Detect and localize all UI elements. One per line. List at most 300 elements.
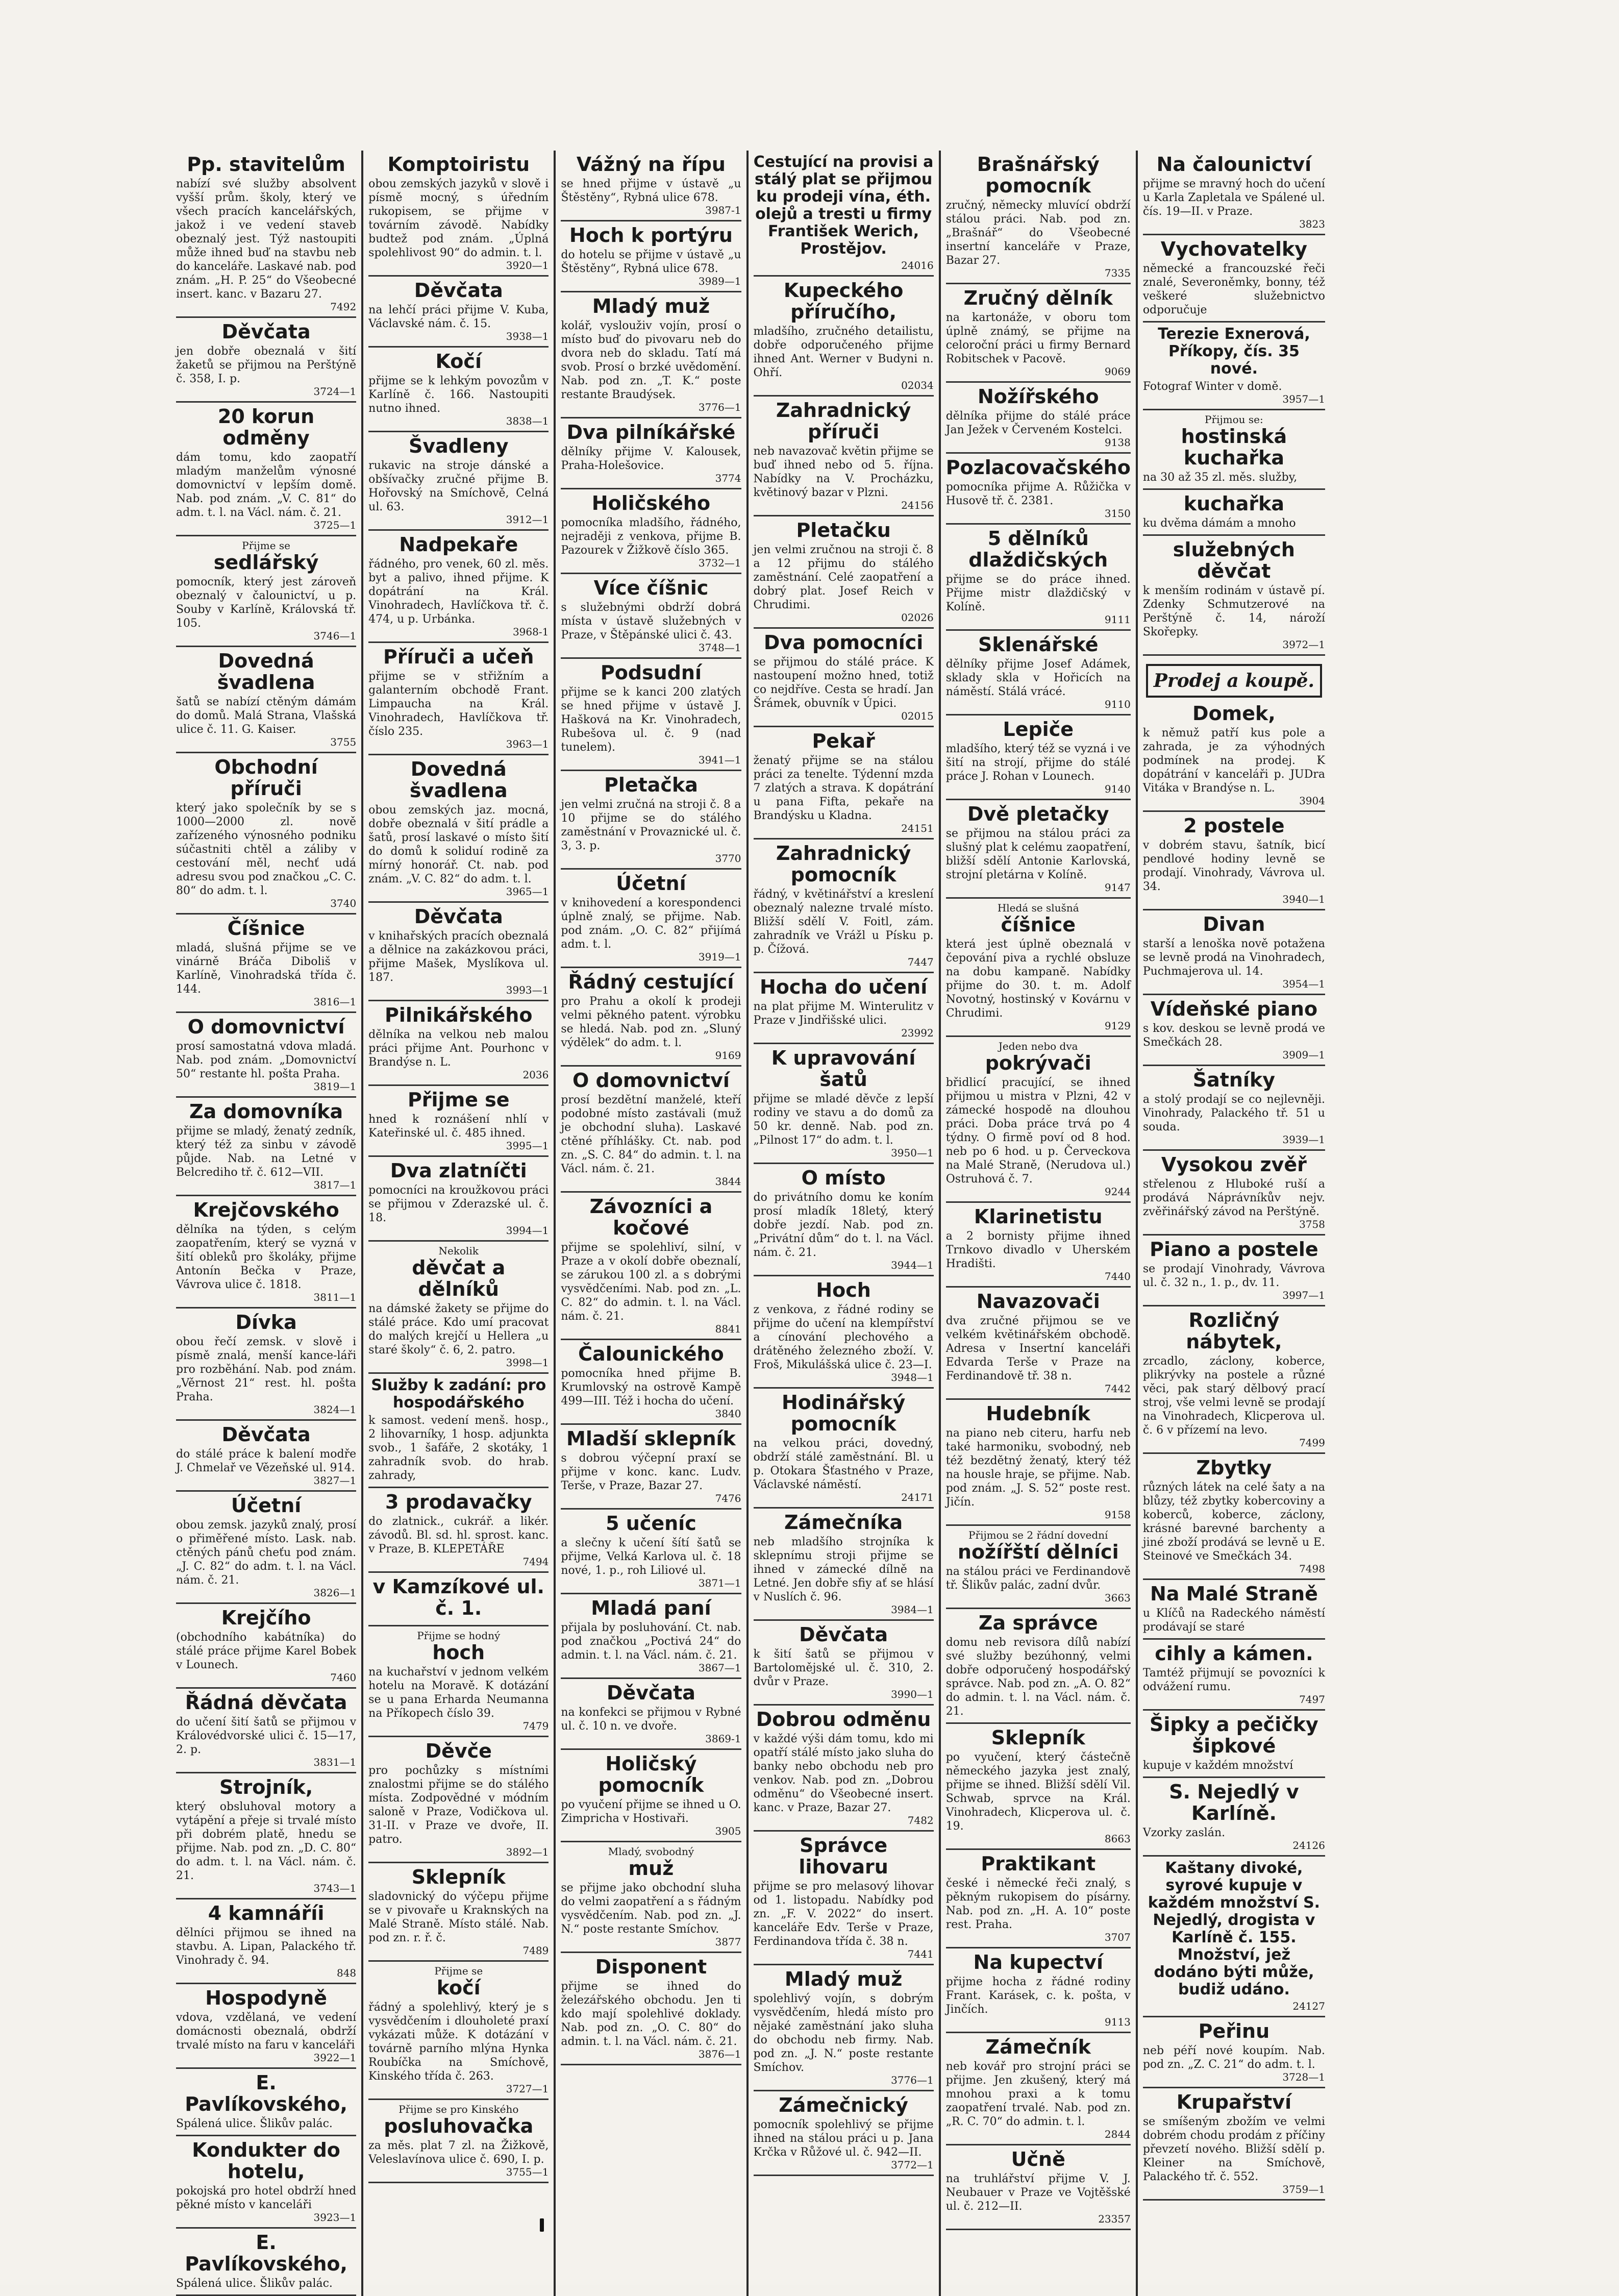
- classified-ad: [368, 2100, 549, 2183]
- ad-title: Dva pomocníci: [763, 631, 924, 654]
- ad-body: dělníka na týden, s celým zaopatřením, který se vyzná v šití obleků pro školáky, přijme Antonín Bečka v Praze, Vávrova ulice č. 1818.: [176, 1223, 357, 1291]
- ad-body: do stálé práce k balení modře J. Chmelař ve Vězeňské ul. 914.: [176, 1448, 357, 1474]
- ad-lead: Přijme se pro Kinského: [398, 2103, 519, 2115]
- ad-body: v knihařských pracích obeznalá a dělnice na zakázkovou práci, přijme Mašek, Myslíkova ul. 187.: [368, 930, 549, 984]
- ad-body: přijme se k lehkým povozům v Karlíně č. 166. Nastoupiti nutno ihned.: [368, 375, 549, 415]
- ad-number: 3920—1: [506, 259, 549, 271]
- classified-ad: [1143, 1711, 1325, 1778]
- classified-ad: [176, 915, 356, 1013]
- ad-number: 3968-1: [512, 626, 549, 638]
- ad-title: Krejčovského: [193, 1199, 339, 1221]
- ad-body: u Klíčů na Radeckého náměstí prodávají se staré: [1142, 1607, 1325, 1634]
- ad-body: obou zemských jaz. mocná, dobře obeznalá v šití prádle a šatů, prosí laskavé o místo šití do domů k soliduí rodině za mírný honorář. Ct. nab. pod znám. „V. C. 82“ do adm. t. l.: [368, 804, 549, 885]
- ad-number: 3732—1: [698, 557, 741, 569]
- classified-ad: [1143, 2017, 1325, 2088]
- classified-ad: [561, 1340, 741, 1425]
- ad-number: 2036: [522, 1069, 549, 1081]
- classified-ad: [561, 968, 741, 1067]
- ad-number: 3998—1: [506, 1356, 549, 1369]
- ad-title: Účetní: [231, 1494, 302, 1517]
- column-1: [171, 151, 363, 2296]
- ad-body: po vyučení přijme se ihned u O. Zimpricha v Hostivaři.: [561, 1798, 741, 1825]
- ad-title: Strojník,: [219, 1776, 313, 1798]
- classified-ad: [1143, 1580, 1325, 1640]
- classified-ad: [754, 1965, 934, 2091]
- classified-ad: [561, 221, 741, 292]
- ad-body: pomocníci na kroužkovou práci se přijmou v Zderazské ul. č. 18.: [368, 1184, 549, 1224]
- ad-body: k menším rodinám v ústavě pí. Zdenky Schmutzerové na Perštýně č. 14, nároží Skořepky.: [1142, 584, 1325, 638]
- classified-ad: [176, 1984, 356, 2069]
- ad-number: 9069: [1104, 365, 1131, 378]
- classified-ad: [754, 516, 934, 629]
- ad-title: Zahradnický pomocník: [776, 842, 911, 886]
- ad-number: 7335: [1104, 267, 1131, 279]
- classified-ad: [561, 1750, 741, 1842]
- ad-number: 24127: [1292, 2000, 1325, 2012]
- ad-title: Komptoiristu: [387, 153, 530, 176]
- ad-title: Disponent: [595, 1956, 707, 1978]
- ad-title: 2 postele: [1183, 814, 1285, 837]
- classified-ad: [176, 1013, 356, 1098]
- column-2: [363, 151, 556, 2296]
- ad-number: 3746—1: [313, 630, 357, 642]
- ad-title: Pp. stavitelům: [187, 153, 345, 176]
- ad-title: Nadpekaře: [399, 533, 518, 556]
- ad-number: 7441: [907, 1948, 934, 1960]
- ad-number: 24156: [901, 499, 934, 511]
- classified-ad: [368, 531, 549, 643]
- ad-body: na stálou práci ve Ferdinandově tř. Šlikův palác, zadní dvůr.: [945, 1565, 1131, 1592]
- ad-number: 848: [336, 1967, 357, 1979]
- ad-number: 3922—1: [313, 2052, 357, 2064]
- ad-title: Holičského: [591, 492, 711, 514]
- ad-body: šatů se nabízí ctěným dámám do domů. Malá Strana, Vlašská ulice č. 11. G. Kaiser.: [176, 696, 357, 736]
- classified-ad: [754, 277, 934, 397]
- classified-ad: [946, 1526, 1131, 1609]
- classified-ad: [754, 1706, 934, 1832]
- ad-title: Přijme se: [407, 1089, 510, 1111]
- ad-body: který jako společník by se s 1000—2000 zl. nově zařízeného výnosného podniku súčastniti chtěl a záliby v cestování měl, nechť udá adresu svou pod značkou „C. C. 80“ do adm. t. l.: [176, 802, 357, 897]
- ad-title: Domek,: [1192, 702, 1276, 725]
- ad-number: 3877: [715, 1936, 741, 1948]
- ad-body: a stolý prodají se co nejlevněji. Vinohrady, Palackého tř. 51 u souda.: [1142, 1093, 1325, 1133]
- classified-ad: [176, 318, 356, 403]
- ad-body: neb kovář pro strojní práci se přijme. Jen zkušený, který má mnohou praxi a k tomu zaopatření trvalé. Nab. pod zn. „R. C. 70“ do admin. t. l.: [945, 2060, 1131, 2128]
- classified-ad: [368, 643, 549, 755]
- ad-number: 3776—1: [698, 401, 741, 413]
- ad-body: k šití šatů se přijmou v Bartolomějské ul. č. 310, 2. dvůr v Praze.: [753, 1648, 934, 1688]
- classified-ad: [176, 1421, 356, 1492]
- ad-title: Lepiče: [1003, 718, 1074, 740]
- column-4: [749, 151, 941, 2296]
- ad-number: 3948—1: [891, 1371, 934, 1384]
- ad-number: 8663: [1104, 1833, 1131, 1845]
- classified-ad: [946, 899, 1131, 1037]
- classified-ad: [561, 1953, 741, 2065]
- classified-ad: [368, 903, 549, 1001]
- ad-number: 3944—1: [891, 1259, 934, 1271]
- ad-body: jen velmi zručnou na stroji č. 8 a 12 přijmu do stálého zaměstnání. Celé zaopatření a dobrý plat. Josef Reich v Chrudimi.: [753, 544, 934, 611]
- ad-number: 24171: [901, 1491, 934, 1503]
- ad-number: 3995—1: [506, 1140, 549, 1152]
- classified-ad: [754, 727, 934, 840]
- ad-body: české i německé řeči znalý, s pěkným rukopisem do písárny. Nab. pod zn. „H. A. 10“ poste rest. Praha.: [945, 1877, 1131, 1931]
- ad-title: Vídeňské piano: [1150, 998, 1318, 1020]
- ad-body: rukavic na stroje dánské a obšívačky zručné přijme B. Hořovský na Smíchově, Celná ul. 63.: [368, 459, 549, 513]
- ad-body: (obchodního kabátníka) do stálé práce přijme Karel Bobek v Lounech.: [176, 1631, 357, 1671]
- ad-title: Dvě pletačky: [967, 803, 1109, 825]
- classified-ad: [946, 383, 1131, 454]
- ad-body: přijme se k kanci 200 zlatých se hned přijme v ústavě J. Hašková na Kr. Vinohradech, Rubešova ul. č. 9 (nad tunelem).: [561, 686, 741, 754]
- ad-body: přijme se mladé děvče z lepší rodiny ve stavu a do domů za 50 kr. denně. Nab. pod zn. „Pilnost 17“ do adm. t. l.: [753, 1093, 934, 1147]
- ad-title: nožířští dělníci: [957, 1541, 1119, 1563]
- ad-title: Kupeckého příručího,: [783, 279, 904, 323]
- ad-number: 3892—1: [506, 1846, 549, 1858]
- ad-number: 3919—1: [698, 951, 741, 963]
- ad-body: ženatý přijme se na stálou práci za tenelte. Týdenní mzda 7 zlatých a strava. K dopátrání u pana Fifta, pekaře na Brandýsku u Kladna.: [753, 754, 934, 822]
- ad-body: v každé výši dám tomu, kdo mi opatří stálé místo jako sluha do banky nebo obchodu neb pro venkov. Nab. pod zn. „Dobrou odměnu“ do Všeobecné insert. kanc. v Praze, Bazar 27.: [753, 1733, 934, 1814]
- ad-body: s dobrou výčepní praxí se přijme v konc. kanc. Ludv. Terše, v Praze, Bazar 27.: [561, 1452, 741, 1492]
- ad-number: 3963—1: [506, 738, 549, 750]
- ad-number: 3987-1: [705, 204, 741, 216]
- ad-title: Zámečníka: [784, 1511, 903, 1534]
- column-5: [941, 151, 1138, 2296]
- ad-title: posluhovačka: [384, 2115, 534, 2137]
- classified-ad: [561, 292, 741, 418]
- classified-ad: [754, 1509, 934, 1621]
- classified-ad: [176, 151, 356, 318]
- ad-body: s kov. deskou se levně prodá ve Smečkách 28.: [1142, 1022, 1325, 1049]
- ad-title: S. Nejedlý v Karlíně.: [1169, 1781, 1299, 1824]
- ad-title: Terezie Exnerová, Příkopy, čís. 35 nové.: [1158, 325, 1310, 378]
- classified-ad: [561, 870, 741, 968]
- ad-number: 7440: [1104, 1270, 1131, 1282]
- ad-title: hostinská kuchařka: [1181, 425, 1287, 469]
- classified-ad: [176, 536, 356, 647]
- ad-body: k němuž patří kus pole a zahrada, je za výhodných podmínek na prodej. K dopátrání v kanceláři p. JUDra Vitáka v Brandýse n. L.: [1142, 727, 1325, 795]
- classified-ad: [754, 973, 934, 1044]
- ad-lead: Hledá se slušná: [997, 902, 1079, 914]
- ad-body: na dámské žakety se přijme do stálé práce. Kdo umí pracovat do malých krejčí u Hellera „u staré školy“ č. 6, 2. patro.: [368, 1302, 549, 1356]
- ad-body: hned k roznášení nhlí v Kateřinské ul. č. 485 ihned.: [368, 1113, 549, 1140]
- ad-number: 3838—1: [506, 415, 549, 427]
- ad-body: pomocníka hned přijme B. Krumlovský na ostrově Kampě 499—III. Též i hocha do učení.: [561, 1367, 741, 1408]
- ad-body: na piano neb citeru, harfu neb také harmoniku, svobodný, neb též bezdětný ženatý, který též na housle hraje, se přijme. Nab. pod znám. „J. S. 52“ poste rest. Jičín.: [945, 1427, 1131, 1509]
- ad-number: 3869-1: [705, 1733, 741, 1745]
- ad-title: Hoch k portýru: [569, 224, 733, 246]
- classified-ad: [946, 715, 1131, 800]
- classified-ad: [754, 840, 934, 973]
- ad-body: se hned přijme v ústavě „u Štěstěny“, Rybná ulice 678.: [561, 178, 741, 204]
- ad-title: kočí: [436, 1977, 481, 1999]
- classified-ad: [176, 1098, 356, 1196]
- ad-title: Holičský pomocník: [598, 1752, 704, 1796]
- classified-ad: [561, 574, 741, 659]
- ad-title: Obchodní příruči: [214, 756, 318, 800]
- ad-body: prosí samostatná vdova mladá. Nab. pod znám. „Domovnictví 50“ restante hl. pošta Praha.: [176, 1040, 357, 1080]
- ad-body: sladovnický do výčepu přijme se v pivovaře u Kraknských na Malé Straně. Místo stálé. Nab. pod zn. r. ř. č.: [368, 1890, 549, 1944]
- classified-ad: [1143, 410, 1325, 490]
- ad-body: se smíšeným zbožím ve velmi dobrém chodu prodám z příčiny převzetí nového. Bližší sdělí p. Kleiner na Smíchově, Palackého tř. č. 552.: [1142, 2115, 1325, 2183]
- ad-number: 7492: [330, 301, 357, 313]
- ad-title: Děvčata: [221, 1423, 311, 1446]
- ad-title: O domovnictví: [572, 1069, 730, 1092]
- ad-title: Děvčata: [221, 320, 311, 343]
- ad-number: 3725—1: [313, 519, 357, 531]
- ad-body: mladšího, který též se vyzná i ve šití na strojí, přijme do stálé práce J. Rohan v Lounech.: [945, 743, 1131, 783]
- ad-number: 3748—1: [698, 641, 741, 654]
- ad-title: 20 korun odměny: [217, 405, 315, 449]
- ad-body: do zlatnick., cukrář. a likér. závodů. Bl. sd. hl. sprost. kanc. v Praze, B. KLEPETÁŘE: [368, 1515, 549, 1556]
- ad-body: zručný, německy mluvící obdrží stálou práci. Nab. pod zn. „Brašnář“ do Všeobecné insertní kanceláře v Praze, Bazar 27.: [945, 199, 1131, 267]
- classified-ad: [176, 1899, 356, 1984]
- section-heading: Prodej a koupě.: [1146, 664, 1322, 698]
- ad-title: Hospodyně: [205, 1987, 327, 2009]
- classified-ad: [946, 1037, 1131, 1203]
- ad-title: Šatníky: [1192, 1069, 1276, 1091]
- ad-body: starší a lenoška nově potažena se levně prodá na Vinohradech, Puchmajerova ul. 14.: [1142, 937, 1325, 978]
- ad-body: který obsluhoval motory a vytápění a přeje si trvalé místo při dobrém platě, hnedu se přijme. Nab. pod zn. „D. C. 80“ do adm. t. l. na Václ. nám. č. 21.: [176, 1800, 357, 1882]
- ad-title: Děvčata: [414, 279, 503, 302]
- ad-title: Kaštany divoké, syrové kupuje v každém množství S. Nejedlý, drogista v Karlíně č. 155. Množství, jež dodáno býti může, budiž udáno.: [1148, 1859, 1321, 1998]
- ad-number: 3743—1: [313, 1882, 357, 1894]
- classified-ad: [368, 1374, 549, 1488]
- classified-ad: [946, 1850, 1131, 1948]
- ad-number: 7497: [1299, 1693, 1325, 1706]
- ad-title: Vysokou zvěř: [1161, 1153, 1307, 1176]
- classified-ad: [946, 1948, 1131, 2033]
- ad-number: 3663: [1104, 1592, 1131, 1604]
- ad-number: 3950—1: [891, 1147, 934, 1159]
- ad-title: Číšnice: [227, 917, 305, 940]
- classified-ad: [754, 1044, 934, 1164]
- ad-body: Spálená ulice. Šlikův palác.: [176, 2117, 333, 2130]
- classified-ad: [1143, 1778, 1325, 1857]
- ad-number: 02034: [901, 379, 934, 391]
- classified-ad: [946, 800, 1131, 899]
- classified-ad: [561, 489, 741, 574]
- ad-body: střelenou z Hluboké ruší a prodává Náprávníkův nejv. zvěřinářský závod na Perštýně.: [1142, 1178, 1325, 1218]
- classified-ad: [946, 631, 1131, 715]
- ad-title: Za domovníka: [189, 1100, 343, 1123]
- ad-title: Pletačku: [796, 519, 891, 541]
- ad-body: dělníka přijme do stálé práce Jan Ježek v Červeném Kostelci.: [945, 410, 1131, 436]
- ad-number: 3776—1: [891, 2074, 934, 2086]
- ad-body: se přijme jako obchodní sluha do velmi zaopatření a s řádným vysvědčením. Nab. pod zn. „J. N.“ poste restante Smíchov.: [561, 1882, 741, 1936]
- ad-number: 02026: [901, 611, 934, 624]
- ad-title: Správce lihovaru: [799, 1834, 888, 1878]
- ad-title: Mladá paní: [591, 1597, 711, 1619]
- ad-number: 3811—1: [313, 1291, 357, 1303]
- page-mark: [540, 2218, 544, 2232]
- ad-number: 7476: [715, 1492, 741, 1504]
- ad-title: Hoch: [816, 1279, 871, 1301]
- ad-title: děvčat a dělníků: [412, 1256, 506, 1300]
- classified-ad: [946, 1288, 1131, 1400]
- classified-ad: [946, 525, 1131, 631]
- ad-body: dělníky přijme V. Kalousek, Praha-Holešovice.: [561, 446, 741, 472]
- classified-ad: [1143, 323, 1325, 410]
- ad-title: Vážný na řípu: [576, 153, 726, 176]
- ad-body: v dobrém stavu, šatník, bicí pendlové hodiny levně se prodají. Vinohrady, Vávrova ul. 34.: [1142, 839, 1325, 893]
- ad-title: Dovedná švadlena: [409, 758, 508, 802]
- ad-number: 3826—1: [313, 1587, 357, 1599]
- ad-body: přijala by posluhování. Ct. nab. pod značkou „Poctivá 24“ do admin. t. l. na Václ. nám. č. 21.: [561, 1621, 741, 1662]
- classified-ad: [368, 1157, 549, 1242]
- ad-title: 4 kamnáříi: [208, 1902, 325, 1924]
- ad-number: 9244: [1104, 1186, 1131, 1198]
- ad-body: pro Prahu a okolí k prodeji velmi pěkného patent. výrobku se hledá. Nab. pod zn. „Sluný výdělek“ do adm. t. l.: [561, 995, 741, 1049]
- ad-number: 3755—1: [506, 2166, 549, 2178]
- classified-ad: [561, 1594, 741, 1679]
- ad-body: z venkova, z řádné rodiny se přijme do učení na klempířství a cínování plechového a drátěného železného zboží. V. Froš, Mikulášská ulice č. 23—I.: [753, 1303, 934, 1371]
- ad-title: Dovedná švadlena: [217, 650, 315, 694]
- ad-number: 3707: [1104, 1931, 1131, 1943]
- ad-number: 3823: [1299, 218, 1325, 230]
- ad-title: Sklepník: [411, 1866, 506, 1888]
- ad-number: 3904: [1299, 795, 1325, 807]
- classified-ad: [368, 755, 549, 903]
- ad-body: různých látek na celé šaty a na blůzy, též zbytky kobercoviny a koberců, koberce, záclony, krásné barevné barchenty a jiné zboží prodává se levně u E. Steinové ve Smečkách 34.: [1142, 1481, 1325, 1563]
- classified-ad: [754, 2091, 934, 2176]
- ad-body: na velkou práci, dovedný, obdrží stálé zaměstnání. Bl. u p. Otokara Šťastného v Praze, Václavské náměstí.: [753, 1437, 934, 1491]
- classified-ad: [1143, 656, 1325, 812]
- ad-title: O místo: [801, 1167, 886, 1189]
- ad-number: 3727—1: [506, 2083, 549, 2095]
- ad-body: obou zemských jazyků v slově i písmě mocný, s úředním rukopisem, se přijme v továrním závodě. Nabídky budtež pod znám. „Úplná spolehlivost 90“ do admin. t. l.: [368, 178, 549, 259]
- ad-body: řádný a spolehlivý, který je s vysvědčením i dlouholeté praxí vykázati může. K dotázání v továrně parního mlýna Hynka Roubíčka na Smíchově, Kinského třída č. 263.: [368, 2001, 549, 2083]
- ad-number: 3994—1: [506, 1224, 549, 1237]
- ad-number: 3819—1: [313, 1080, 357, 1093]
- ad-body: přijme hocha z řádné rodiny Frant. Karásek, c. k. pošta, v Jinčích.: [945, 1976, 1131, 2016]
- ad-title: Zbytky: [1196, 1456, 1272, 1479]
- classified-ad: [176, 1604, 356, 1689]
- ad-number: 7479: [522, 1720, 549, 1732]
- ad-title: Dobrou odměnu: [756, 1708, 931, 1731]
- ad-body: k samost. vedení menš. hosp., 2 lihovarníky, 1 hosp. adjunkta svob., 1 šafáře, 2 skotáky, 1 zahradník svob. do hrab. zahrady,: [368, 1414, 549, 1482]
- classified-ad: [176, 647, 356, 753]
- ad-body: na konfekci se přijmou v Rybné ul. č. 10 n. ve dvoře.: [561, 1706, 741, 1733]
- ad-body: nabízí své služby absolvent vyšší prům. školy, který ve všech pracích kancelářských, jakož i ve vedení staveb obeznalý jest. Týž nastoupiti může ihned buď na stavbu neb do kanceláře. Laskavé nab. pod znám. „H. P. 25“ do Všeobecné insert. kanc. v Bazaru 27.: [176, 178, 357, 301]
- ad-number: 3758: [1299, 1218, 1325, 1230]
- ad-title: Účetní: [616, 872, 686, 895]
- ad-body: dělníka na velkou neb malou práci přijme Ant. Pourhonc v Brandýse n. L.: [368, 1028, 549, 1069]
- ad-lead: Přijme se hodný: [417, 1630, 501, 1642]
- classified-ad: [1143, 1151, 1325, 1236]
- ad-title: služebných děvčat: [1173, 538, 1295, 582]
- ad-body: přijme se v střižním a galanterním obchodě Frant. Limpaucha na Král. Vinohradech, Havlíčkova tř. číslo 235.: [368, 670, 549, 738]
- ad-number: 3740: [330, 897, 357, 909]
- ad-title: Děvčata: [606, 1682, 695, 1704]
- ad-body: německé a francouzské řeči znalé, Severoněmky, bonny, též veškeré služebnictvo odporučuje: [1142, 262, 1325, 316]
- classified-ad: [754, 1164, 934, 1276]
- ad-number: 7498: [1299, 1563, 1325, 1575]
- ad-title: Služby k zadání: pro hospodářského: [371, 1376, 546, 1412]
- ad-body: neb navazovač květin přijme se buď ihned nebo od 5. října. Nabídky na V. Procházku, květinový bazar v Plzni.: [753, 445, 934, 499]
- ad-title: muž: [628, 1857, 674, 1880]
- ad-body: pomocník, který jest zároveň obeznalý v čalounictví, u p. Souby v Karlíně, Královská tř. 105.: [176, 576, 357, 630]
- ad-number: 3840: [715, 1408, 741, 1420]
- ad-body: do učení šití šatů se přijmou v Královédvorské ulici č. 15—17, 2. p.: [176, 1716, 357, 1756]
- ad-title: O domovnictví: [187, 1016, 345, 1038]
- classified-ad: [946, 2145, 1131, 2230]
- ad-title: Děvče: [425, 1740, 492, 1762]
- ad-title: Zručný dělník: [963, 287, 1113, 309]
- ad-number: 3972—1: [1282, 638, 1325, 651]
- ad-number: 3728—1: [1282, 2071, 1325, 2083]
- ad-title: Na Malé Straně: [1150, 1583, 1318, 1605]
- ad-title: Navazovači: [976, 1290, 1100, 1313]
- classified-ad: [176, 1196, 356, 1309]
- ad-body: jen velmi zručná na stroji č. 8 a 10 přijme se do stálého zaměstnání v Provaznické ul. č. 3, 3. p.: [561, 798, 741, 852]
- classified-ad: [1143, 1454, 1325, 1580]
- ad-title: Děvčata: [799, 1623, 888, 1646]
- ad-number: 3774: [715, 472, 741, 484]
- ad-number: 8841: [715, 1323, 741, 1335]
- ad-body: s služebnými obdrží dobrá místa v ústavě služebných v Praze, v Štěpánské ulici č. 43.: [561, 601, 741, 641]
- classified-ad: [946, 151, 1131, 284]
- ad-title: v Kamzíkové ul. č. 1.: [372, 1575, 544, 1619]
- ad-body: břidlicí pracující, se ihned přijmou u mistra v Plzni, 42 v zámecké hospodě na dlouhou práci. Doba práce trvá po 4 týdny. O firmě poví od 8 hod. neb po 6 hod. u p. Červeckova na Malé Straně, (Nerudova ul.) Ostruhová č. 7.: [945, 1076, 1131, 1186]
- ad-title: Brašnářský pomocník: [977, 153, 1100, 197]
- ad-body: na kartonáže, v oboru tom úplně známý, se přijme na celoroční práci u firmy Bernard Robitschek v Pacově.: [945, 311, 1131, 365]
- ad-body: v knihovedení a korespondenci úplně znalý, se přijme. Nab. pod znám. „O. C. 82“ přijímá adm. t. l.: [561, 897, 741, 951]
- ad-body: do privátního domu ke koním prosí mladík 18letý, který dobře jezdí. Nab. pod zn. „Privátní dům“ do t. l. na Václ. nám. č. 21.: [753, 1191, 934, 1259]
- ad-lead: Mladý, svobodný: [608, 1845, 694, 1858]
- ad-number: 3817—1: [313, 1179, 357, 1191]
- ad-body: neb mladšího strojníka k sklepnímu stroji přijme se ihned v zámecké dílně na Letné. Jen dobře sfiy ať se hlásí v Nuslích č. 96.: [753, 1536, 934, 1603]
- ad-body: domu neb revisora dílů nabízí své služby bezúhonný, velmi dobře odporučený hospodářský správce. Nab. pod zn. „A. O. 82“ do admin. t. l. na Václ. nám. č. 21.: [945, 1636, 1131, 1718]
- ad-number: 7499: [1299, 1437, 1325, 1449]
- ad-title: Pilnikářského: [385, 1004, 533, 1026]
- ad-number: 3989—1: [698, 275, 741, 287]
- classified-ad: [368, 348, 549, 432]
- classified-ad: [176, 1309, 356, 1421]
- classified-columns: [171, 151, 1330, 2290]
- ad-body: přijme se do práce ihned. Přijme mistr dlaždičský v Kolíně.: [945, 573, 1131, 613]
- classified-ad: [946, 2033, 1131, 2145]
- ad-body: dělníky přijme Josef Adámek, sklady skla v Hořicích na náměstí. Stálá vrácé.: [945, 658, 1131, 698]
- ad-number: 3816—1: [313, 996, 357, 1008]
- classified-ad: [561, 1510, 741, 1594]
- ad-title: E. Pavlíkovského,: [185, 2071, 347, 2115]
- classified-ad: [368, 1242, 549, 1374]
- classified-ad: [368, 1863, 549, 1962]
- ad-body: neb péří nové koupím. Nab. pod zn. „Z. C. 21“ do adm. t. l.: [1142, 2044, 1325, 2071]
- ad-number: 3755: [330, 736, 357, 748]
- ad-number: 3844: [715, 1175, 741, 1188]
- ad-body: zrcadlo, záclony, koberce, plikrývky na postele a různé věci, pak starý dělbový prací stroj, vše velmi levně se prodají na Vinohradech, Klicperova ul. č. 6 v přízemí na levo.: [1142, 1355, 1325, 1437]
- ad-title: Více číšnic: [593, 577, 709, 599]
- classified-ad: [368, 432, 549, 531]
- ad-body: Fotograf Winter v domě.: [1142, 380, 1282, 393]
- ad-title: E. Pavlíkovského,: [185, 2231, 347, 2275]
- classified-ad: [176, 753, 356, 915]
- ad-number: 3965—1: [506, 885, 549, 898]
- ad-body: ku dvěma dámám a mnoho: [1142, 517, 1296, 530]
- classified-ad: [946, 1203, 1131, 1288]
- ad-number: 7442: [1104, 1382, 1131, 1395]
- ad-number: 3724—1: [313, 385, 357, 398]
- ad-number: 2844: [1104, 2128, 1131, 2140]
- classified-ad: [176, 1773, 356, 1899]
- ad-number: 3770: [715, 852, 741, 865]
- column-6: [1138, 151, 1330, 2296]
- classified-ad: [1143, 536, 1325, 656]
- ad-title: Dívka: [235, 1311, 297, 1334]
- ad-body: se přijmou do stálé práce. K nastoupení možno hned, totiž co nejdříve. Cesta se hradí. Jan Šrámek, obuvník v Úpici.: [753, 656, 934, 710]
- ad-number: 3905: [715, 1825, 741, 1837]
